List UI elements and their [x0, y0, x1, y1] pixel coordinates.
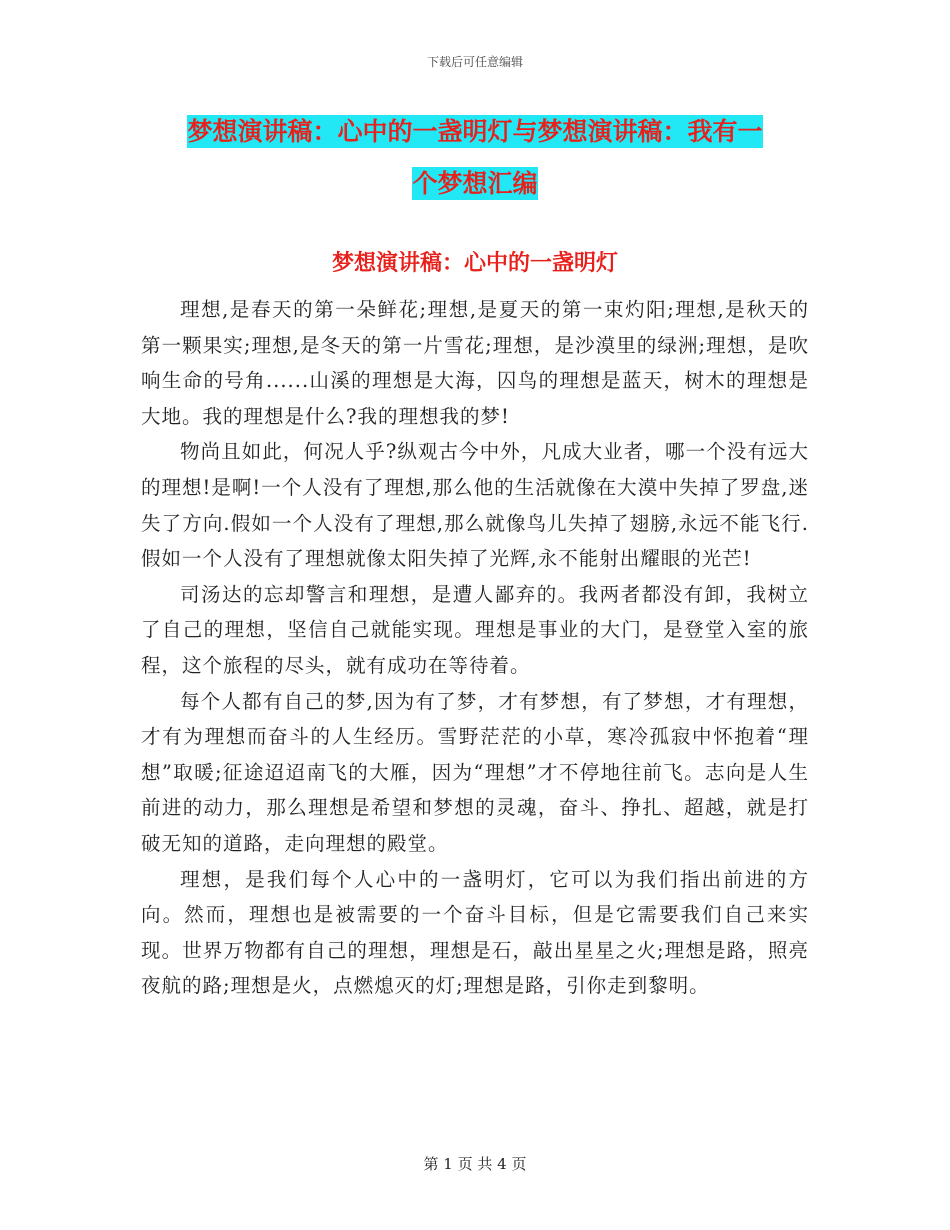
page-number: 第 1 页 共 4 页: [423, 1155, 527, 1173]
document-title-line-2: 个梦想汇编: [412, 169, 538, 198]
header-note: 下载后可任意编辑: [426, 55, 523, 69]
paragraph: 理想，是我们每个人心中的一盏明灯，它可以为我们指出前进的方向。然而，理想也是被需要的一个奋斗目标，但是它需要我们自己来实现。世界万物都有自己的理想，理想是石，敲出星星之火;理想是路，照亮夜航的路;理想是火，点燃熄灭的灯;理想是路，引你走到黎明。: [141, 867, 809, 998]
document-title-line-1: 梦想演讲稿：心中的一盏明灯与梦想演讲稿：我有一: [187, 117, 763, 146]
paragraph: 物尚且如此，何况人乎?纵观古今中外，凡成大业者，哪一个没有远大的理想!是啊!一个人没有了理想,那么他的生活就像在大漠中失掉了罗盘,迷失了方向.假如一个人没有了理想,那么就像鸟儿失掉了翅膀,永远不能飞行.假如一个人没有了理想就像太阳失掉了光辉,永不能射出耀眼的光芒!: [141, 440, 809, 571]
paragraph: 每个人都有自己的梦,因为有了梦，才有梦想，有了梦想，才有理想，才有为理想而奋斗的人生经历。雪野茫茫的小草，寒冷孤寂中怀抱着“理想”取暖;征途迢迢南飞的大雁，因为“理想”才不停地往前飞。志向是人生前进的动力，那么理想是希望和梦想的灵魂，奋斗、挣扎、超越，就是打破无知的道路，走向理想的殿堂。: [141, 689, 809, 855]
paragraph: 司汤达的忘却警言和理想，是遭人鄙弃的。我两者都没有卸，我树立了自己的理想，坚信自己就能实现。理想是事业的大门，是登堂入室的旅程，这个旅程的尽头，就有成功在等待着。: [141, 582, 809, 677]
paragraph: 理想,是春天的第一朵鲜花;理想,是夏天的第一束灼阳;理想,是秋天的第一颗果实;理想,是冬天的第一片雪花;理想，是沙漠里的绿洲;理想，是吹响生命的号角......山溪的理想是大海，囚鸟的理想是蓝天，树木的理想是大地。我的理想是什么?我的理想我的梦!: [141, 298, 809, 428]
body-text: [141, 292, 809, 1004]
section-title: 梦想演讲稿：心中的一盏明灯: [331, 251, 618, 276]
document-title: [0, 106, 950, 210]
